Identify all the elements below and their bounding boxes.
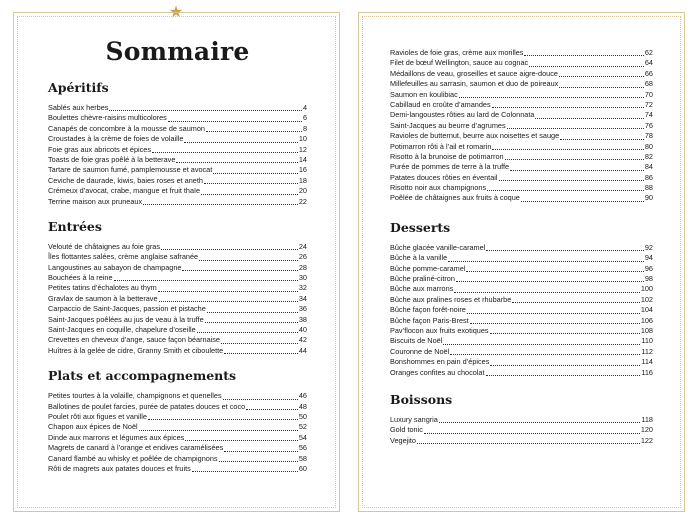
- section-title-entrees: Entrées: [48, 218, 102, 234]
- toc-entry-label: Petites tourtes à la volaille, champignons et quenelles: [48, 391, 222, 401]
- toc-entry-label: Patates douces rôties en éventail: [390, 172, 498, 182]
- dot-leader: [507, 128, 644, 129]
- toc-entry-page: 58: [298, 453, 307, 463]
- toc-entry[interactable]: [390, 368, 653, 378]
- toc-entry-label: Sablés aux herbes: [48, 102, 109, 112]
- toc-entry-label: Médaillons de veau, groseilles et sauce aigre-douce: [390, 68, 558, 78]
- toc-entry-label: Saint-Jacques en coquille, chapelure d’oseille: [48, 325, 196, 335]
- toc-entry[interactable]: [48, 433, 307, 443]
- toc-entry[interactable]: [48, 294, 307, 304]
- dot-leader: [524, 55, 643, 56]
- toc-entry-label: Saint-Jacques poêlées au jus de veau à la truffe: [48, 314, 204, 324]
- toc-entry[interactable]: [390, 436, 653, 446]
- toc-entry-page: 20: [298, 186, 307, 196]
- dot-leader: [490, 333, 640, 334]
- toc-entry[interactable]: [390, 58, 653, 68]
- dot-leader: [184, 142, 297, 143]
- left-page: [13, 12, 340, 512]
- toc-entry-page: 82: [644, 151, 653, 161]
- dot-leader: [213, 173, 298, 174]
- toc-entry-page: 26: [298, 252, 307, 262]
- dot-leader: [224, 353, 298, 354]
- toc-entry-page: 90: [644, 193, 653, 203]
- toc-entry-page: 8: [302, 123, 307, 133]
- toc-entry-label: Demi-langoustes rôties au lard de Colonnata: [390, 110, 535, 120]
- toc-entry[interactable]: [390, 357, 653, 367]
- toc-entry-page: 108: [640, 325, 653, 335]
- dot-leader: [192, 471, 298, 472]
- toc-entry-label: Bûche façon Paris-Brest: [390, 315, 469, 325]
- toc-entry-page: 88: [644, 183, 653, 193]
- star-icon: ★: [168, 2, 184, 21]
- toc-entry[interactable]: [390, 110, 653, 120]
- toc-entry-page: 72: [644, 99, 653, 109]
- toc-entry-page: 16: [298, 165, 307, 175]
- toc-entry-label: Gravlax de saumon à la betterave: [48, 293, 158, 303]
- toc-entry[interactable]: [390, 173, 653, 183]
- toc-entry-page: 54: [298, 432, 307, 442]
- dot-leader: [148, 419, 298, 420]
- toc-entry-page: 52: [298, 422, 307, 432]
- dot-leader: [499, 180, 644, 181]
- toc-entry[interactable]: [48, 315, 307, 325]
- toc-entry-page: 36: [298, 304, 307, 314]
- toc-entry[interactable]: [48, 155, 307, 165]
- toc-entry[interactable]: [390, 274, 653, 284]
- dot-leader: [182, 270, 297, 271]
- toc-entry[interactable]: [48, 103, 307, 113]
- toc-entry-page: 60: [298, 463, 307, 473]
- dot-leader: [448, 261, 644, 262]
- toc-list-aperitifs: [48, 103, 307, 207]
- toc-entry[interactable]: [390, 183, 653, 193]
- dot-leader: [204, 183, 298, 184]
- dot-leader: [492, 149, 643, 150]
- toc-entry-page: 110: [641, 336, 653, 346]
- dot-leader: [205, 322, 298, 323]
- toc-entry-label: Bouchées à la reine: [48, 273, 113, 283]
- toc-entry-label: Vegejito: [390, 435, 416, 445]
- toc-entry[interactable]: [48, 145, 307, 155]
- toc-entry[interactable]: [48, 391, 307, 401]
- toc-entry-label: Purée de pommes de terre à la truffe: [390, 162, 510, 172]
- dot-leader: [443, 344, 640, 345]
- toc-entry[interactable]: [390, 425, 653, 435]
- toc-entry-page: 6: [302, 113, 307, 123]
- toc-entry-label: Saumon en koulibiac: [390, 89, 458, 99]
- toc-entry-label: Bonshommes en pain d’épices: [390, 357, 490, 367]
- toc-entry-page: 112: [641, 346, 653, 356]
- toc-entry-page: 44: [298, 345, 307, 355]
- toc-entry-label: Oranges confites au chocolat: [390, 367, 485, 377]
- toc-entry[interactable]: [390, 162, 653, 172]
- section-title-aperitifs: Apéritifs: [48, 80, 109, 95]
- toc-entry-label: Bûche aux pralines roses et rhubarbe: [390, 294, 512, 304]
- toc-list-desserts: [390, 243, 653, 378]
- toc-entry[interactable]: [48, 252, 307, 262]
- toc-entry-label: Ravioles de foie gras, crème aux morilles: [390, 47, 524, 57]
- toc-entry-label: Ballotines de poulet farcies, purée de patates douces et coco: [48, 401, 246, 411]
- toc-entry-label: Poêlée de châtaignes aux fruits à coque: [390, 193, 520, 203]
- toc-entry[interactable]: [390, 131, 653, 141]
- dot-leader: [152, 152, 298, 153]
- toc-entry[interactable]: [48, 454, 307, 464]
- dot-leader: [450, 354, 640, 355]
- toc-entry-page: 30: [298, 273, 307, 283]
- dot-leader: [197, 332, 298, 333]
- toc-entry-label: Risotto noir aux champignons: [390, 183, 487, 193]
- toc-entry-label: Foie gras aux abricots et épices: [48, 144, 152, 154]
- dot-leader: [207, 312, 298, 313]
- toc-entry-label: Bûche façon forêt-noire: [390, 305, 466, 315]
- page-title: Sommaire: [105, 37, 250, 66]
- toc-entry-label: Rôti de magrets aux patates douces et fruits: [48, 463, 191, 473]
- toc-entry-label: Canard flambé au whisky et poêlée de champignons: [48, 453, 218, 463]
- toc-entry[interactable]: [390, 326, 653, 336]
- toc-entry-page: 42: [298, 335, 307, 345]
- toc-entry-page: 96: [644, 263, 653, 273]
- toc-entry-page: 12: [298, 144, 307, 154]
- toc-entry-page: 74: [644, 110, 653, 120]
- dot-leader: [424, 433, 640, 434]
- dot-leader: [505, 159, 644, 160]
- toc-entry-page: 116: [641, 367, 653, 377]
- dot-leader: [417, 443, 640, 444]
- toc-entry-label: Potimarron rôti à l’ail et romarin: [390, 141, 492, 151]
- toc-entry-label: Poulet rôti aux figues et vanille: [48, 411, 147, 421]
- toc-entry-label: Filet de bœuf Wellington, sauce au cognac: [390, 58, 529, 68]
- toc-entry-page: 68: [644, 79, 653, 89]
- toc-entry-label: Canapés de concombre à la mousse de saumon: [48, 123, 205, 133]
- toc-entry[interactable]: [48, 176, 307, 186]
- dot-leader: [512, 302, 640, 303]
- toc-entry-label: Pav’flocon aux fruits exotiques: [390, 325, 489, 335]
- dot-leader: [510, 170, 644, 171]
- toc-entry-label: Magrets de canard à l’orange et endives caramélisées: [48, 443, 224, 453]
- toc-entry-page: 38: [298, 314, 307, 324]
- toc-entry-label: Bûche aux marrons: [390, 284, 454, 294]
- dot-leader: [529, 66, 644, 67]
- dot-leader: [158, 291, 298, 292]
- toc-entry-page: 22: [298, 196, 307, 206]
- dot-leader: [466, 271, 643, 272]
- toc-entry[interactable]: [390, 284, 653, 294]
- toc-entry-page: 78: [644, 131, 653, 141]
- dot-leader: [560, 139, 644, 140]
- section-title-boissons: Boissons: [390, 391, 453, 407]
- toc-entry[interactable]: [48, 273, 307, 283]
- dot-leader: [176, 162, 298, 163]
- dot-leader: [159, 301, 298, 302]
- dot-leader: [143, 204, 298, 205]
- dot-leader: [439, 422, 640, 423]
- toc-entry-label: Tartare de saumon fumé, pamplemousse et avocat: [48, 165, 213, 175]
- toc-entry[interactable]: [48, 402, 307, 412]
- toc-entry-page: 114: [641, 357, 653, 367]
- dot-leader: [161, 249, 298, 250]
- toc-entry-page: 102: [640, 294, 653, 304]
- toc-entry-label: Crémeux d’avocat, crabe, mangue et fruit thaïe: [48, 186, 201, 196]
- toc-entry[interactable]: [48, 263, 307, 273]
- toc-entry[interactable]: [48, 325, 307, 335]
- toc-entry-page: 28: [298, 262, 307, 272]
- right-page: [358, 12, 685, 512]
- toc-entry[interactable]: [390, 336, 653, 346]
- toc-entry[interactable]: [390, 253, 653, 263]
- toc-entry[interactable]: [390, 316, 653, 326]
- dot-leader: [521, 201, 644, 202]
- dot-leader: [221, 343, 298, 344]
- toc-entry-label: Croustades à la crème de foies de volaille: [48, 134, 184, 144]
- dot-leader: [109, 110, 301, 111]
- toc-entry-label: Chapon aux épices de Noël: [48, 422, 138, 432]
- toc-entry-label: Couronne de Noël: [390, 346, 450, 356]
- toc-entry-page: 62: [644, 47, 653, 57]
- toc-entry[interactable]: [48, 197, 307, 207]
- toc-entry-label: Saint-Jacques au beurre d’agrumes: [390, 120, 506, 130]
- toc-entry-page: 98: [644, 274, 653, 284]
- toc-entry[interactable]: [390, 48, 653, 58]
- toc-entry[interactable]: [48, 335, 307, 345]
- toc-entry-page: 34: [298, 293, 307, 303]
- toc-entry[interactable]: [48, 443, 307, 453]
- toc-entry[interactable]: [390, 305, 653, 315]
- toc-entry-label: Bûche praliné-citron: [390, 274, 455, 284]
- toc-list-plats: [48, 391, 307, 474]
- dot-leader: [199, 260, 298, 261]
- toc-entry[interactable]: [48, 346, 307, 356]
- toc-entry-label: Toasts de foie gras poêlé à la betterave: [48, 154, 176, 164]
- dot-leader: [454, 292, 640, 293]
- dot-leader: [224, 451, 298, 452]
- toc-entry-label: Bûche à la vanille: [390, 253, 448, 263]
- toc-entry[interactable]: [390, 415, 653, 425]
- toc-entry[interactable]: [48, 165, 307, 175]
- toc-entry-page: 104: [640, 305, 653, 315]
- toc-entry[interactable]: [390, 152, 653, 162]
- toc-entry[interactable]: [390, 193, 653, 203]
- toc-entry[interactable]: [48, 242, 307, 252]
- dot-leader: [185, 440, 298, 441]
- toc-entry-label: Huîtres à la gelée de cidre, Granny Smith et ciboulette: [48, 345, 224, 355]
- toc-entry-page: 56: [298, 443, 307, 453]
- toc-entry-label: Carpaccio de Saint-Jacques, passion et pistache: [48, 304, 206, 314]
- toc-entry-page: 48: [298, 401, 307, 411]
- toc-entry-page: 106: [640, 315, 653, 325]
- toc-entry[interactable]: [48, 134, 307, 144]
- toc-entry[interactable]: [390, 69, 653, 79]
- toc-entry-page: 40: [298, 325, 307, 335]
- dot-leader: [559, 87, 644, 88]
- toc-entry[interactable]: [48, 304, 307, 314]
- toc-entry-label: Velouté de châtaignes au foie gras: [48, 241, 160, 251]
- toc-entry-label: Dinde aux marrons et légumes aux épices: [48, 432, 185, 442]
- toc-entry-page: 32: [298, 283, 307, 293]
- toc-entry-page: 70: [644, 89, 653, 99]
- section-title-desserts: Desserts: [390, 219, 451, 235]
- toc-entry-label: Gold tonic: [390, 425, 423, 435]
- toc-entry-page: 94: [644, 253, 653, 263]
- dot-leader: [114, 280, 298, 281]
- toc-entry-page: 84: [644, 162, 653, 172]
- toc-entry[interactable]: [390, 295, 653, 305]
- toc-entry-page: 80: [644, 141, 653, 151]
- toc-entry[interactable]: [390, 264, 653, 274]
- toc-entry-label: Bûche glacée vanille-caramel: [390, 242, 486, 252]
- toc-entry[interactable]: [390, 121, 653, 131]
- toc-entry[interactable]: [48, 124, 307, 134]
- toc-entry-page: 76: [644, 120, 653, 130]
- toc-entry[interactable]: [48, 283, 307, 293]
- dot-leader: [535, 118, 643, 119]
- toc-entry[interactable]: [390, 142, 653, 152]
- toc-entry-label: Terrine maison aux pruneaux: [48, 196, 143, 206]
- dot-leader: [559, 76, 644, 77]
- toc-entry-page: 100: [640, 284, 653, 294]
- dot-leader: [456, 281, 644, 282]
- toc-entry[interactable]: [48, 412, 307, 422]
- toc-entry-page: 50: [298, 411, 307, 421]
- toc-entry-page: 64: [644, 58, 653, 68]
- toc-entry[interactable]: [390, 347, 653, 357]
- toc-entry[interactable]: [48, 113, 307, 123]
- toc-entry-label: Îles flottantes salées, crème anglaise safranée: [48, 252, 199, 262]
- toc-list-boissons: [390, 415, 653, 446]
- toc-entry-page: 4: [302, 102, 307, 112]
- toc-entry[interactable]: [390, 90, 653, 100]
- toc-entry-page: 46: [298, 391, 307, 401]
- toc-entry[interactable]: [48, 186, 307, 196]
- toc-entry-label: Ravioles de butternut, beurre aux noisettes et sauge: [390, 131, 560, 141]
- toc-entry-label: Boulettes chèvre-raisins multicolores: [48, 113, 167, 123]
- dot-leader: [206, 131, 302, 132]
- toc-entry-label: Cabillaud en croûte d’amandes: [390, 99, 491, 109]
- dot-leader: [139, 430, 298, 431]
- toc-entry-page: 86: [644, 172, 653, 182]
- toc-entry-page: 10: [298, 134, 307, 144]
- toc-entry-label: Petites tatins d’échalotes au thym: [48, 283, 157, 293]
- toc-entry-label: Risotto à la brunoise de potimarron: [390, 151, 504, 161]
- dot-leader: [246, 409, 298, 410]
- dot-leader: [467, 313, 640, 314]
- dot-leader: [459, 97, 644, 98]
- toc-entry-label: Crevettes en cheveux d’ange, sauce façon béarnaise: [48, 335, 220, 345]
- toc-entry-label: Millefeuilles au sarrasin, saumon et duo de poireaux: [390, 79, 559, 89]
- toc-entry-label: Ceviche de daurade, kiwis, baies roses et aneth: [48, 175, 203, 185]
- toc-entry[interactable]: [390, 79, 653, 89]
- toc-entry[interactable]: [390, 100, 653, 110]
- dot-leader: [486, 375, 641, 376]
- toc-list-entrees: [48, 242, 307, 356]
- toc-entry-page: 122: [640, 435, 653, 445]
- dot-leader: [490, 365, 640, 366]
- toc-entry[interactable]: [390, 243, 653, 253]
- dot-leader: [470, 323, 640, 324]
- toc-entry-label: Biscuits de Noël: [390, 336, 443, 346]
- toc-entry-page: 24: [298, 241, 307, 251]
- dot-leader: [201, 194, 298, 195]
- toc-list-plats-continued: [390, 48, 653, 204]
- dot-leader: [487, 190, 644, 191]
- toc-entry-page: 120: [640, 425, 653, 435]
- toc-entry-page: 92: [644, 242, 653, 252]
- dot-leader: [219, 461, 298, 462]
- toc-entry-label: Bûche pomme-caramel: [390, 263, 466, 273]
- dot-leader: [492, 107, 644, 108]
- dot-leader: [486, 250, 644, 251]
- toc-entry-label: Luxury sangria: [390, 414, 438, 424]
- toc-entry-label: Langoustines au sabayon de champagne: [48, 262, 182, 272]
- toc-entry-page: 66: [644, 68, 653, 78]
- toc-entry-page: 14: [298, 154, 307, 164]
- toc-entry-page: 118: [641, 414, 653, 424]
- dot-leader: [223, 399, 298, 400]
- toc-entry-page: 18: [298, 175, 307, 185]
- toc-entry[interactable]: [48, 422, 307, 432]
- toc-entry[interactable]: [48, 464, 307, 474]
- section-title-plats: Plats et accompagnements: [48, 368, 237, 384]
- dot-leader: [168, 121, 302, 122]
